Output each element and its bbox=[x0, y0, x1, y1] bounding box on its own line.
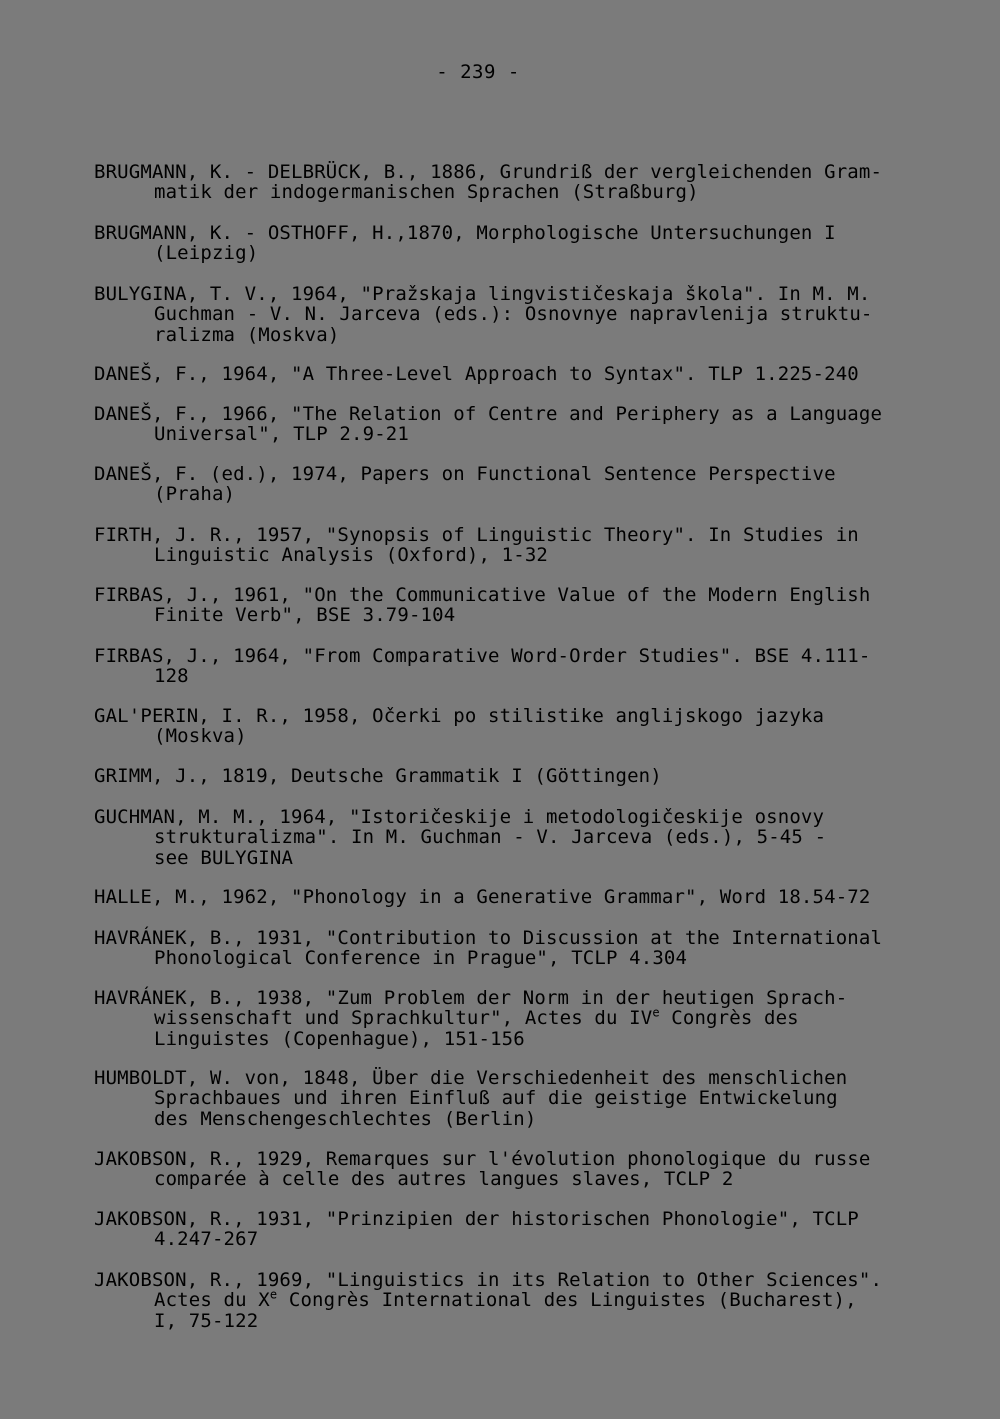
reference-entry bbox=[94, 585, 870, 626]
reference-line: Linguistic Analysis (Oxford), 1-32 bbox=[154, 544, 549, 567]
reference-line bbox=[94, 1290, 882, 1310]
reference-line: GAL'PERIN, I. R., 1958, Očerki po stilistike anglijskogo jazyka bbox=[94, 705, 825, 727]
reference-line: 4.247-267 bbox=[154, 1228, 259, 1251]
reference-line: des Menschengeschlechtes (Berlin) bbox=[154, 1107, 537, 1130]
reference-line: (Leipzig) bbox=[154, 242, 259, 265]
reference-line: HALLE, M., 1962, "Phonology in a Generative Grammar", Word 18.54-72 bbox=[94, 886, 871, 908]
reference-line: comparée à celle des autres langues slaves, TCLP 2 bbox=[154, 1168, 734, 1191]
reference-line: BRUGMANN, K. - OSTHOFF, H.,1870, Morphologische Untersuchungen I bbox=[94, 222, 836, 244]
reference-line: HAVRÁNEK, B., 1938, "Zum Problem der Norm in der heutigen Sprach- bbox=[94, 987, 848, 1009]
reference-line bbox=[94, 1008, 847, 1028]
reference-entry bbox=[94, 646, 870, 687]
reference-line: HUMBOLDT, W. von, 1848, Über die Verschiedenheit des menschlichen bbox=[94, 1067, 848, 1089]
reference-line: strukturalizma". In M. Guchman - V. Jarceva (eds.), 5-45 - bbox=[154, 826, 827, 849]
reference-line: (Praha) bbox=[154, 483, 236, 506]
reference-line: DANEŠ, F., 1966, "The Relation of Centre and Periphery as a Language bbox=[94, 403, 883, 425]
reference-entry bbox=[94, 766, 662, 786]
reference-entry bbox=[94, 162, 882, 203]
reference-entry bbox=[94, 1149, 870, 1190]
reference-line: BRUGMANN, K. - DELBRÜCK, B., 1886, Grundriß der vergleichenden Gram- bbox=[94, 161, 883, 183]
reference-line: JAKOBSON, R., 1931, "Prinzipien der historischen Phonologie", TCLP bbox=[94, 1208, 859, 1230]
reference-line: Universal", TLP 2.9-21 bbox=[154, 423, 409, 446]
reference-line-text: wissenschaft und Sprachkultur", Actes du IV bbox=[154, 1007, 653, 1030]
reference-line: GRIMM, J., 1819, Deutsche Grammatik I (Göttingen) bbox=[94, 765, 662, 787]
reference-entry bbox=[94, 887, 870, 907]
reference-line: matik der indogermanischen Sprachen (Straßburg) bbox=[154, 181, 699, 204]
reference-line: Finite Verb", BSE 3.79-104 bbox=[154, 604, 456, 627]
reference-entry bbox=[94, 706, 824, 747]
reference-line-text: Congrès des bbox=[659, 1007, 799, 1030]
reference-line: JAKOBSON, R., 1929, Remarques sur l'évolution phonologique du russe bbox=[94, 1148, 871, 1170]
reference-line: BULYGINA, T. V., 1964, "Pražskaja lingvističeskaja škola". In M. M. bbox=[94, 283, 871, 305]
reference-line: ralizma (Moskva) bbox=[154, 323, 340, 346]
reference-entry bbox=[94, 1270, 882, 1331]
reference-line: JAKOBSON, R., 1969, "Linguistics in its Relation to Other Sciences". bbox=[94, 1269, 883, 1291]
reference-line: see BULYGINA bbox=[154, 846, 294, 869]
reference-entry bbox=[94, 404, 882, 445]
reference-line-text: Actes du X bbox=[154, 1289, 270, 1312]
reference-entry bbox=[94, 223, 836, 264]
reference-line: FIRTH, J. R., 1957, "Synopsis of Linguistic Theory". In Studies in bbox=[94, 524, 859, 546]
reference-line: I, 75-122 bbox=[154, 1309, 259, 1332]
reference-line-text: Congrès International des Linguistes (Bucharest), bbox=[277, 1289, 857, 1312]
reference-entry bbox=[94, 807, 826, 868]
reference-entry bbox=[94, 928, 882, 969]
reference-entry bbox=[94, 284, 873, 345]
reference-line: FIRBAS, J., 1961, "On the Communicative Value of the Modern English bbox=[94, 584, 871, 606]
reference-line: FIRBAS, J., 1964, "From Comparative Word-Order Studies". BSE 4.111- bbox=[94, 645, 871, 667]
reference-line: Phonological Conference in Prague", TCLP 4.304 bbox=[154, 947, 688, 970]
reference-entry bbox=[94, 364, 859, 384]
reference-entry bbox=[94, 1068, 847, 1129]
superscript: e bbox=[652, 1006, 660, 1021]
reference-line: (Moskva) bbox=[154, 725, 247, 748]
reference-entry bbox=[94, 988, 847, 1049]
reference-line: Sprachbaues und ihren Einfluß auf die geistige Entwickelung bbox=[154, 1087, 838, 1110]
reference-line: GUCHMAN, M. M., 1964, "Istoričeskije i metodologičeskije osnovy bbox=[94, 806, 825, 828]
reference-line: Linguistes (Copenhague), 151-156 bbox=[154, 1027, 525, 1050]
reference-line: DANEŠ, F. (ed.), 1974, Papers on Functional Sentence Perspective bbox=[94, 463, 836, 485]
reference-line: DANEŠ, F., 1964, "A Three-Level Approach to Syntax". TLP 1.225-240 bbox=[94, 363, 859, 385]
reference-entry bbox=[94, 464, 836, 505]
reference-line: 128 bbox=[154, 665, 189, 688]
reference-line: Guchman - V. N. Jarceva (eds.): Osnovnye napravlenija struktu- bbox=[154, 303, 873, 326]
superscript: e bbox=[269, 1288, 278, 1303]
page-number: - 239 - bbox=[436, 61, 520, 83]
reference-entry bbox=[94, 525, 859, 566]
reference-entry bbox=[94, 1209, 859, 1250]
reference-line: HAVRÁNEK, B., 1931, "Contribution to Discussion at the International bbox=[94, 927, 883, 949]
